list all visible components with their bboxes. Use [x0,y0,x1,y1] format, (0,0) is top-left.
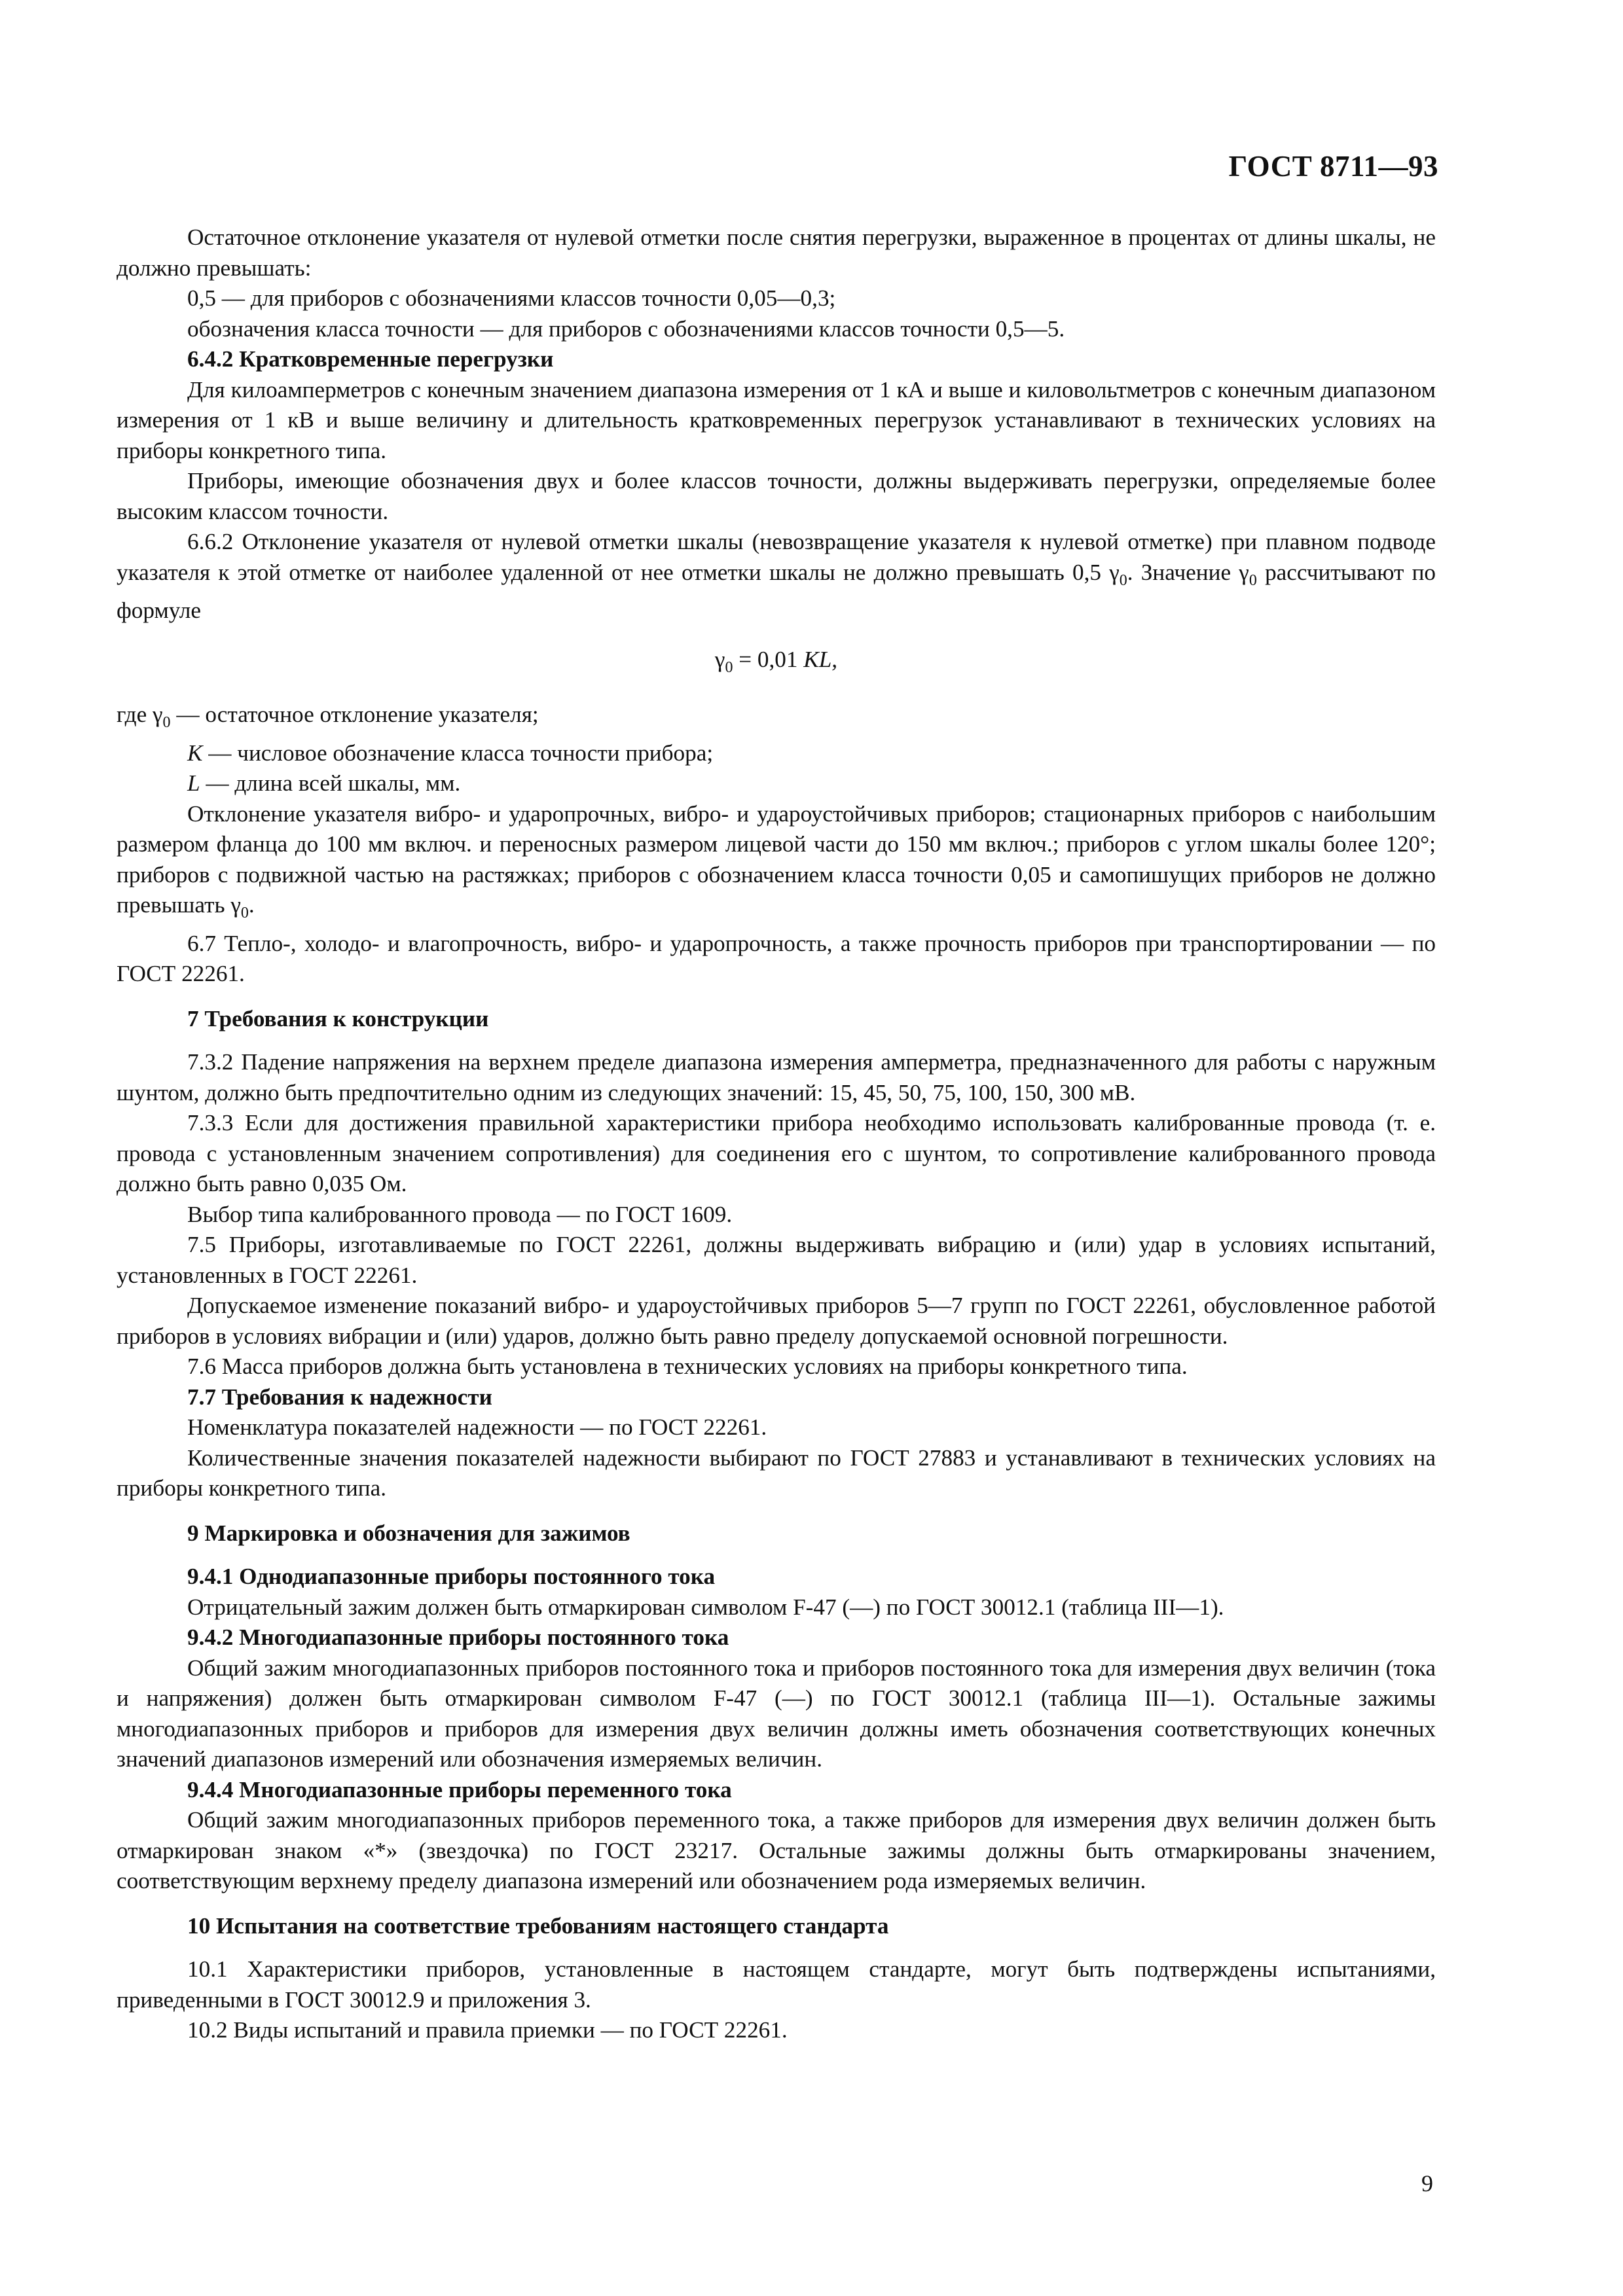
paragraph: 10.2 Виды испытаний и правила приемки — по ГОСТ 22261. [187,2017,788,2043]
paragraph: Для килоамперметров с конечным значением диапазона измерения от 1 кА и выше и киловольтметров с конечным диапазоном измерения от 1 кВ и выше величину и длительность кратковременных перегрузок устанавливают в технических условиях на приборы конкретного типа. [117,376,1436,463]
formula-variables: KL, [803,646,838,672]
text-run: — длина всей шкалы, мм. [200,770,461,796]
paragraph: 7.6 Масса приборов должна быть установлена в технических условиях на приборы конкретного типа. [187,1354,1188,1379]
paragraph [117,527,1436,626]
paragraph: обозначения класса точности — для приборов с обозначениями классов точности 0,5—5. [187,315,1065,342]
where-clause [117,768,1436,799]
paragraph: 7.5 Приборы, изготавливаемые по ГОСТ 22261, должны выдерживать вибрацию и (или) удар в условиях испытаний, установленных в ГОСТ 22261. [117,1232,1436,1288]
paragraph: 7.3.2 Падение напряжения на верхнем пределе диапазона измерения амперметра, предназначенного для работы с наружным шунтом, должно быть предпочтительно одним из следующих значений: 15, 45, 50, 75, 100, 150, 300 мВ. [117,1049,1436,1105]
variable-symbol: K [187,740,203,766]
paragraph: Выбор типа калиброванного провода — по ГОСТ 1609. [187,1201,733,1227]
subscript: 0 [162,714,171,731]
where-clause [117,700,1436,738]
text-run: — остаточное отклонение указателя; [170,702,539,727]
paragraph: 10.1 Характеристики приборов, установленные в настоящем стандарте, могут быть подтверждены испытаниями, приведенными в ГОСТ 30012.9 и приложения 3. [117,1956,1436,2013]
subsection-heading: 9.4.2 Многодиапазонные приборы постоянного тока [187,1624,729,1650]
section-heading: 10 Испытания на соответствие требованиям настоящего стандарта [187,1912,889,1939]
page-body [117,223,1436,2046]
variable-symbol: L [187,770,200,796]
paragraph: Номенклатура показателей надежности — по ГОСТ 22261. [187,1414,767,1440]
paragraph: Допускаемое изменение показаний вибро- и удароустойчивых приборов 5—7 групп по ГОСТ 22261, обусловленное работой приборов в условиях вибрации и (или) ударов, должно быть равно пределу допускаемой основной погрешности. [117,1293,1436,1349]
paragraph: 6.7 Тепло-, холодо- и влагопрочность, вибро- и ударопрочность, а также прочность приборов при транспортировании — по ГОСТ 22261. [117,930,1436,986]
subscript: 0 [1119,571,1127,589]
subsection-heading: 9.4.4 Многодиапазонные приборы переменного тока [187,1776,732,1803]
formula-symbol: γ [714,646,725,672]
section-heading: 7 Требования к конструкции [187,1005,489,1031]
text-run: — числовое обозначение класса точности прибора; [202,740,714,766]
subsection-heading: 7.7 Требования к надежности [187,1384,492,1410]
text-run: рассчитывают по формуле [117,559,1436,623]
paragraph: Общий зажим многодиапазонных приборов постоянного тока и приборов постоянного тока для измерения двух величин (тока и напряжения) должен быть отмаркирован символом F-47 (—) по ГОСТ 30012.1 (таблица III—1). Остальные зажимы многодиапазонных приборов и приборов для измерения двух величин должны иметь обозначения соответствующих конечных значений диапазонов измерений или обозначения измеряемых величин. [117,1655,1436,1772]
page-number: 9 [1421,2170,1433,2197]
paragraph: Общий зажим многодиапазонных приборов переменного тока, а также приборов для измерения двух величин должен быть отмаркирован знаком «*» (звездочка) по ГОСТ 23217. Остальные зажимы должны быть отмаркированы значением, соответствующим верхнему пределу диапазона измерений или обозначением рода измеряемых величин. [117,1807,1436,1893]
subscript: 0 [725,658,733,676]
where-clause [117,738,1436,769]
section-heading: 9 Маркировка и обозначения для зажимов [187,1520,630,1546]
subscript: 0 [240,905,249,922]
paragraph: Количественные значения показателей надежности выбирают по ГОСТ 27883 и устанавливают в технических условиях на приборы конкретного типа. [117,1444,1436,1501]
text-run: 6.6.2 Отклонение указателя от нулевой отметки шкалы (невозвращение указателя к нулевой отметке) при плавном подводе указателя к этой отметке от наиболее удаленной от нее отметки шкалы не должно превышать 0,5 γ [117,529,1436,585]
paragraph: Приборы, имеющие обозначения двух и более классов точности, должны выдерживать перегрузки, определяемые более высоким классом точности. [117,468,1436,524]
text-run: Отклонение указателя вибро- и ударопрочных, вибро- и удароустойчивых приборов; стационарных приборов с наибольшим размером фланца до 100 мм включ. и переносных размером лицевой части до 150 мм включ.; приборов с углом шкалы более 120°; приборов с подвижной частью на растяжках; приборов с обозначением класса точности 0,05 и самопишущих приборов не должно превышать γ [117,800,1436,918]
formula-text: = 0,01 [733,646,804,672]
paragraph [117,799,1436,929]
subsection-heading: 9.4.1 Однодиапазонные приборы постоянного тока [187,1564,716,1589]
text-run: . Значение γ [1127,559,1249,585]
paragraph: 7.3.3 Если для достижения правильной характеристики прибора необходимо использовать калиброванные провода (т. е. провода с установленным значением сопротивления) для соединения его с шунтом, то сопротивление калиброванного провода должно быть равно 0,035 Ом. [117,1110,1436,1196]
paragraph: 0,5 — для приборов с обозначениями классов точности 0,05—0,3; [187,285,836,311]
subsection-heading: 6.4.2 Кратковременные перегрузки [187,346,554,372]
text-run: . [248,892,255,918]
subscript: 0 [1249,571,1257,589]
paragraph: Остаточное отклонение указателя от нулевой отметки после снятия перегрузки, выраженное в процентах от длины шкалы, не должно превышать: [117,224,1436,281]
text-run: где γ [117,702,163,727]
paragraph: Отрицательный зажим должен быть отмаркирован символом F-47 (—) по ГОСТ 30012.1 (таблица III—1). [187,1594,1224,1620]
formula [117,645,1436,683]
document-designation: ГОСТ 8711—93 [1228,150,1438,183]
